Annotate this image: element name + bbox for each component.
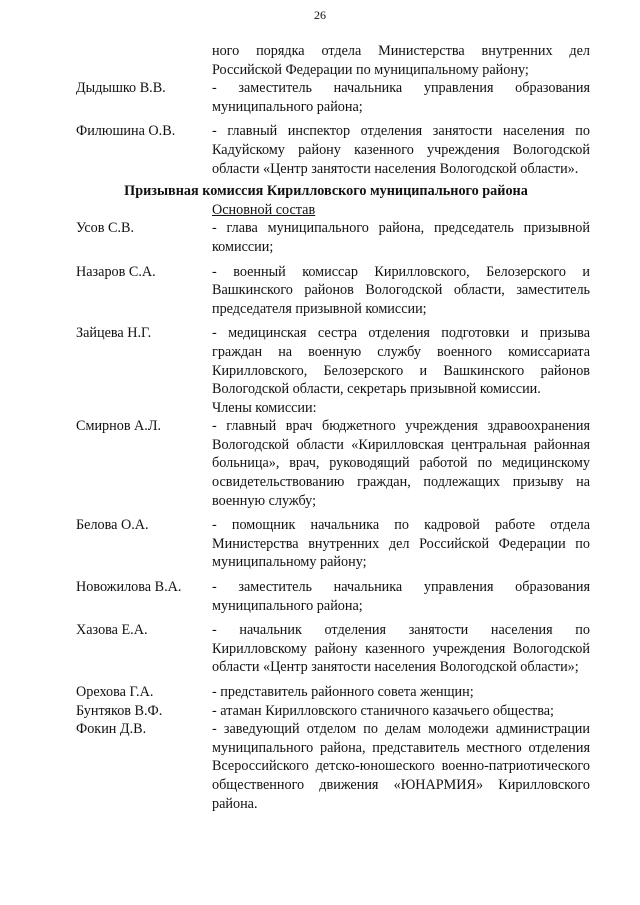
- person-role: - заведующий отделом по делам молодежи администрации муниципального района, представитель местного отделения Всероссийского детско-юношеского военно-патриотического общественного движения «ЮНАРМИЯ» Кирилловского района.: [212, 721, 590, 812]
- entry-row: [76, 683, 590, 702]
- page-number: 26: [314, 8, 326, 22]
- person-role: - атаман Кирилловского станичного казачьего общества;: [212, 702, 555, 719]
- person-name: Назаров С.А.: [76, 263, 156, 280]
- person-name: Бунтяков В.Ф.: [76, 702, 163, 719]
- person-role: - военный комиссар Кирилловского, Белозерского и Вашкинского районов Вологодской области, заместитель председателя призывной комиссии;: [212, 263, 590, 317]
- person-name: Хазова Е.А.: [76, 622, 148, 639]
- entry-row: [76, 702, 590, 721]
- section-title: Призывная комиссия Кирилловского муниципального района: [124, 183, 528, 200]
- entry-row: [76, 263, 590, 319]
- person-role: - представитель районного совета женщин;: [212, 684, 474, 700]
- person-role: - главный врач бюджетного учреждения здравоохранения Вологодской области «Кирилловская центральная районная больница», врач, руководящий работой по медицинскому освидетельствованию граждан, подлежащих призыву на военную службу;: [212, 418, 590, 509]
- person-role: - помощник начальника по кадровой работе отдела Министерства внутренних дел Российской Федерации по муниципальному району;: [212, 517, 590, 571]
- person-name: Филюшина О.В.: [76, 123, 176, 140]
- person-name: Новожилова В.А.: [76, 579, 182, 596]
- person-name: Орехова Г.А.: [76, 684, 154, 700]
- entry-row: [76, 219, 590, 256]
- person-role: - заместитель начальника управления образования муниципального района;: [212, 579, 590, 614]
- entry-row: [76, 79, 590, 116]
- main-composition-label: Основной состав: [212, 201, 316, 218]
- person-name: Усов С.В.: [76, 220, 134, 237]
- entry-row: [76, 516, 590, 572]
- person-role: - глава муниципального района, председатель призывной комиссии;: [212, 220, 590, 255]
- entry-row: [76, 578, 590, 615]
- entry-row: [76, 720, 590, 813]
- person-role: - медицинская сестра отделения подготовки и призыва граждан на военную службу военного комиссариата Кирилловского, Белозерского и Вашкинского районов Вологодской области, секретарь призывной комиссии.: [212, 325, 590, 398]
- person-role: - главный инспектор отделения занятости населения по Кадуйскому району казенного учреждения Вологодской области «Центр занятости населения Вологодской области».: [212, 123, 590, 177]
- person-role: - начальник отделения занятости населения по Кирилловскому району казенного учреждения Вологодской области «Центр занятости населения Вологодской области»;: [212, 622, 590, 676]
- person-name: Дыдышко В.В.: [76, 80, 166, 97]
- entry-row: [76, 122, 590, 178]
- entry-row: [76, 324, 590, 398]
- entry-row: [76, 621, 590, 677]
- entry-row: [76, 417, 590, 510]
- person-name: Белова О.А.: [76, 517, 149, 534]
- person-name: Зайцева Н.Г.: [76, 325, 152, 342]
- document-body: [76, 42, 590, 813]
- person-name: Фокин Д.В.: [76, 721, 147, 738]
- members-label: Члены комиссии:: [212, 399, 317, 416]
- continuation-text: ного порядка отдела Министерства внутренних дел Российской Федерации по муниципальному району;: [212, 43, 590, 78]
- person-name: Смирнов А.Л.: [76, 418, 162, 435]
- person-role: - заместитель начальника управления образования муниципального района;: [212, 80, 590, 115]
